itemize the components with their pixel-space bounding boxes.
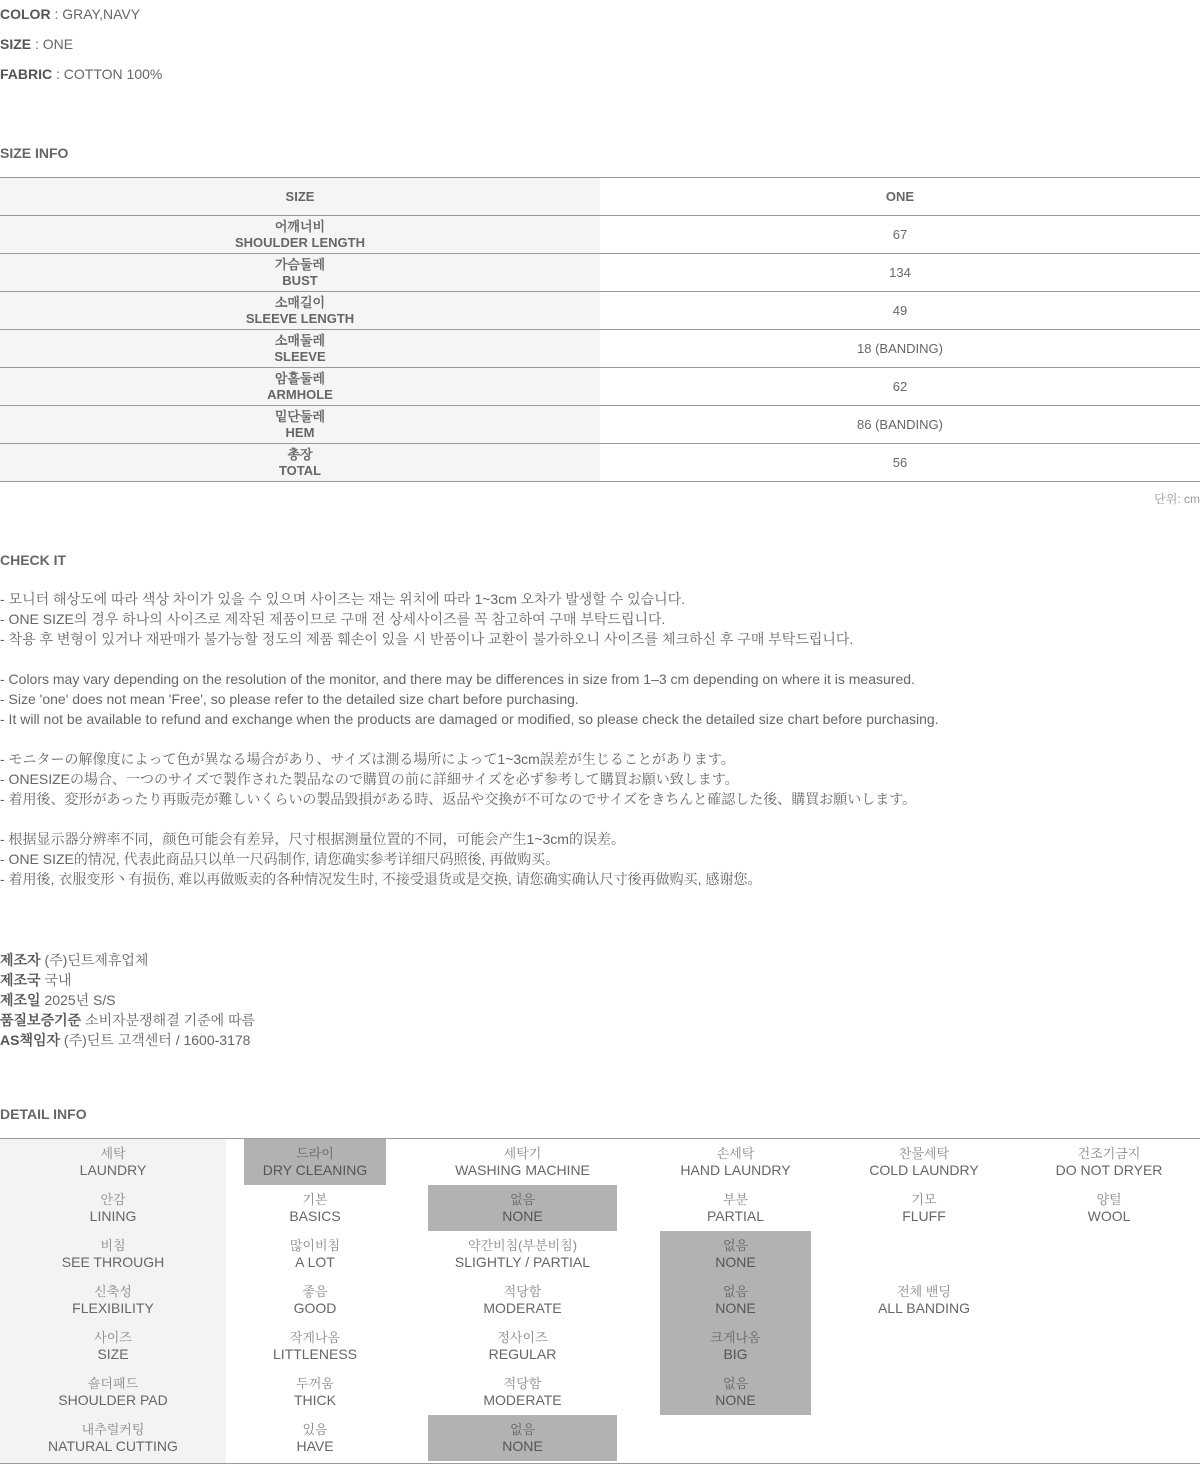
notes-chinese [0, 829, 761, 889]
spec-fabric [0, 66, 162, 82]
maker-label: 제조자 [0, 952, 41, 968]
maker-label: 제조일 [0, 992, 41, 1008]
size-row-bust [0, 254, 1200, 292]
size-row-label-en: SHOULDER LENGTH [235, 234, 365, 250]
detail-option-en: NONE [715, 1254, 756, 1270]
size-row-value: 49 [892, 303, 908, 318]
maker-value: (주)딘트 고객센터 / 1600-3178 [63, 1032, 251, 1048]
detail-option [830, 1185, 1018, 1231]
size-row-label-en: SLEEVE [274, 348, 326, 364]
note-line: - ONE SIZE의 경우 하나의 사이즈로 제작된 제품이므로 구매 전 상세사이즈를 꼭 참고하여 구매 부탁드립니다. [0, 611, 666, 627]
detail-option-ko: 기본 [302, 1192, 328, 1207]
size-row-label-ko: 소매둘레 [274, 332, 326, 348]
detail-option-en: HAND LAUNDRY [680, 1162, 791, 1178]
notes-japanese [0, 749, 916, 809]
size-row-sleeve [0, 330, 1200, 368]
size-table-header [0, 178, 1200, 216]
spec-value: : ONE [35, 36, 74, 52]
detail-row-label-en: SEE THROUGH [61, 1254, 165, 1270]
detail-row-label [0, 1323, 226, 1369]
size-row-label-ko: 가슴둘레 [274, 256, 326, 272]
detail-option [830, 1277, 1018, 1323]
note-line: - ONESIZEの場合、一つのサイズで製作された製品なので購買の前に詳細サイズを必ず参考して購買お願い致します。 [0, 771, 739, 787]
detail-option-ko: 없음 [722, 1238, 749, 1253]
note-line: - 根据显示器分辨率不同，颜色可能会有差异，尺寸根据测量位置的不同，可能会产生1~3cm的误差。 [0, 831, 625, 847]
spec-label: SIZE [0, 36, 32, 52]
detail-option [244, 1185, 386, 1231]
size-row-value: 56 [892, 455, 908, 470]
detail-option-ko: 정사이즈 [497, 1330, 548, 1345]
detail-option-en: PARTIAL [706, 1208, 765, 1224]
detail-option [660, 1369, 811, 1415]
size-row-hem [0, 406, 1200, 444]
detail-row-label-ko: 신축성 [94, 1284, 132, 1299]
size-row-value: 67 [892, 227, 908, 242]
detail-option [1018, 1185, 1200, 1231]
size-row-label [0, 216, 600, 253]
maker-value: 국내 [44, 972, 72, 988]
detail-option-ko: 세탁기 [503, 1146, 542, 1161]
detail-option-en: DO NOT DRYER [1055, 1162, 1163, 1178]
detail-option-ko: 적당함 [503, 1284, 542, 1299]
size-row-label-ko: 어깨너비 [274, 218, 326, 234]
maker-label: AS책임자 [0, 1032, 61, 1048]
size-info-title: SIZE INFO [0, 145, 69, 161]
detail-row-label-en: SHOULDER PAD [58, 1392, 168, 1408]
detail-option-ko: 두꺼움 [296, 1376, 334, 1391]
detail-option [660, 1323, 811, 1369]
maker-label: 제조국 [0, 972, 41, 988]
detail-option-en: MODERATE [483, 1300, 562, 1316]
detail-option-en: WOOL [1087, 1208, 1131, 1224]
notes-korean [0, 589, 853, 649]
note-line: - ONE SIZE的情况, 代表此商品只以单一尺码制作, 请您确实参考详细尺码照後, 再做购买。 [0, 851, 560, 867]
detail-option-en: NONE [715, 1392, 756, 1408]
size-row-value: 62 [892, 379, 908, 394]
size-row-label-ko: 소매길이 [274, 294, 326, 310]
detail-option [428, 1185, 617, 1231]
detail-option [830, 1139, 1018, 1185]
detail-info-grid [0, 1138, 1200, 1464]
detail-option [244, 1369, 386, 1415]
detail-option-ko: 없음 [509, 1192, 536, 1207]
detail-option [428, 1231, 617, 1277]
size-row-label [0, 292, 600, 329]
spec-label: COLOR [0, 6, 51, 22]
maker-row [0, 1030, 255, 1050]
detail-option-en: THICK [294, 1392, 336, 1408]
detail-option [244, 1277, 386, 1323]
detail-option-en: HAVE [296, 1438, 334, 1454]
detail-option [428, 1369, 617, 1415]
detail-option-en: WASHING MACHINE [455, 1162, 590, 1178]
detail-row-label [0, 1415, 226, 1461]
size-row-label [0, 330, 600, 367]
size-row-label-ko: 암홀둘레 [274, 370, 326, 386]
detail-option-ko: 작게나옴 [289, 1330, 341, 1345]
maker-value: (주)딘트제휴업체 [44, 952, 149, 968]
detail-option-en: GOOD [293, 1300, 337, 1316]
detail-option-en: SLIGHTLY / PARTIAL [454, 1254, 591, 1270]
maker-row [0, 950, 255, 970]
maker-row [0, 1010, 255, 1030]
size-row-label-en: TOTAL [278, 462, 322, 478]
unit-note: 단위: cm [1154, 492, 1200, 506]
spec-size [0, 36, 73, 52]
note-line: - It will not be available to refund and exchange when the products are damaged or modified, so please check the detailed size chart before purchasing. [0, 711, 939, 727]
detail-option [660, 1185, 811, 1231]
detail-info-title: DETAIL INFO [0, 1106, 87, 1122]
detail-row-label-ko: 숄더패드 [87, 1376, 139, 1391]
size-header-value: ONE [885, 189, 915, 204]
spec-label: FABRIC [0, 66, 53, 82]
detail-row-label-ko: 비침 [100, 1238, 126, 1253]
detail-option [660, 1277, 811, 1323]
note-line: - 着用後, 衣服变形丶有损伤, 难以再做贩卖的各种情况发生时, 不接受退货或是交换, 请您确实确认尺寸後再做购买, 感谢您。 [0, 871, 762, 887]
spec-value: : COTTON 100% [56, 66, 163, 82]
detail-option-ko: 적당함 [503, 1376, 542, 1391]
maker-label: 품질보증기준 [0, 1012, 82, 1028]
size-row-label [0, 254, 600, 291]
detail-option-ko: 전체 밴딩 [897, 1284, 951, 1299]
detail-option [244, 1415, 386, 1461]
detail-row-label [0, 1185, 226, 1231]
detail-option-ko: 건조기금지 [1077, 1146, 1141, 1161]
detail-row-label-en: FLEXIBILITY [72, 1300, 154, 1316]
notes-english [0, 669, 939, 729]
note-line: - 모니터 해상도에 따라 색상 차이가 있을 수 있으며 사이즈는 재는 위치에 따라 1~3cm 오차가 발생할 수 있습니다. [0, 591, 686, 607]
detail-option-ko: 양털 [1096, 1192, 1122, 1207]
detail-option-ko: 없음 [722, 1376, 749, 1391]
detail-option [428, 1277, 617, 1323]
note-line: - Colors may vary depending on the resolution of the monitor, and there may be differences in size from 1–3 cm depending on where it is measured. [0, 671, 915, 687]
detail-option-en: BASICS [289, 1208, 341, 1224]
detail-option-ko: 부분 [722, 1192, 749, 1207]
note-line: - 착용 후 변형이 있거나 재판매가 불가능할 정도의 제품 훼손이 있을 시 반품이나 교환이 불가하오니 사이즈를 체크하신 후 구매 부탁드립니다. [0, 631, 854, 647]
detail-option-en: NONE [715, 1300, 756, 1316]
detail-option-ko: 좋음 [302, 1284, 328, 1299]
detail-option-en: NONE [502, 1438, 543, 1454]
size-header-label: SIZE [0, 178, 600, 215]
size-row-label [0, 406, 600, 443]
spec-value: : GRAY,NAVY [54, 6, 141, 22]
size-row-value: 134 [889, 265, 911, 280]
detail-option-ko: 찬물세탁 [898, 1146, 950, 1161]
spec-color [0, 6, 140, 22]
note-line: - Size 'one' does not mean 'Free', so please refer to the detailed size chart before purchasing. [0, 691, 579, 707]
detail-option-en: MODERATE [483, 1392, 562, 1408]
detail-row-label-ko: 사이즈 [94, 1330, 132, 1345]
detail-option [428, 1415, 617, 1461]
size-row-shoulder [0, 216, 1200, 254]
size-row-label-en: BUST [282, 272, 318, 288]
detail-option [1018, 1139, 1200, 1185]
size-table [0, 177, 1200, 482]
detail-option [244, 1323, 386, 1369]
detail-option-en: REGULAR [488, 1346, 557, 1362]
detail-row-label [0, 1139, 226, 1185]
detail-option-en: NONE [502, 1208, 543, 1224]
maker-row [0, 970, 255, 990]
detail-option [660, 1231, 811, 1277]
check-it-title: CHECK IT [0, 552, 67, 568]
detail-option-en: FLUFF [902, 1208, 946, 1224]
detail-option-en: ALL BANDING [877, 1300, 971, 1316]
maker-value: 2025년 S/S [44, 992, 116, 1008]
detail-row-label-ko: 내추럴커팅 [81, 1422, 145, 1437]
size-row-label-en: HEM [285, 424, 315, 440]
detail-row-label-ko: 세탁 [100, 1146, 126, 1161]
detail-row-label-ko: 안감 [100, 1192, 126, 1207]
detail-option-ko: 많이비침 [289, 1238, 341, 1253]
size-row-total [0, 444, 1200, 482]
detail-option [244, 1139, 386, 1185]
size-row-label-ko: 밑단둘레 [274, 408, 326, 424]
detail-option-en: LITTLENESS [272, 1346, 358, 1362]
detail-option [428, 1323, 617, 1369]
detail-option-en: BIG [723, 1346, 748, 1362]
maker-value: 소비자분쟁해결 기준에 따름 [85, 1012, 256, 1028]
maker-info [0, 950, 255, 1050]
note-line: - 着用後、変形があったり再販売が難しいくらいの製品毀損がある時、返品や交換が不可なのでサイズをきちんと確認した後、購買お願いします。 [0, 791, 917, 807]
detail-option [428, 1139, 617, 1185]
detail-option-ko: 없음 [722, 1284, 749, 1299]
detail-option-ko: 있음 [302, 1422, 328, 1437]
detail-option-ko: 크게나옴 [710, 1330, 761, 1345]
size-row-label-ko: 총장 [287, 446, 313, 462]
maker-row [0, 990, 255, 1010]
size-row-label [0, 444, 600, 481]
detail-row-label [0, 1277, 226, 1323]
size-row-sleeve-length [0, 292, 1200, 330]
detail-row-label-en: LAUNDRY [79, 1162, 147, 1178]
detail-option-ko: 없음 [509, 1422, 536, 1437]
size-row-label-en: SLEEVE LENGTH [245, 310, 355, 326]
detail-option-ko: 드라이 [296, 1146, 334, 1161]
size-row-label-en: ARMHOLE [267, 386, 333, 402]
detail-option-ko: 손세탁 [716, 1146, 755, 1161]
detail-row-label-en: SIZE [97, 1346, 129, 1362]
detail-row-label [0, 1369, 226, 1415]
detail-option-en: COLD LAUNDRY [869, 1162, 979, 1178]
size-row-value: 86 (BANDING) [857, 417, 943, 432]
detail-option-ko: 약간비침(부분비침) [467, 1238, 578, 1253]
detail-row-label [0, 1231, 226, 1277]
detail-option-en: A LOT [295, 1254, 335, 1270]
note-line: - モニターの解像度によって色が異なる場合があり、サイズは測る場所によって1~3cm誤差が生じることがあります。 [0, 751, 735, 767]
size-row-label [0, 368, 600, 405]
detail-row-label-en: NATURAL CUTTING [48, 1438, 178, 1454]
detail-option-en: DRY CLEANING [262, 1162, 368, 1178]
size-row-armhole [0, 368, 1200, 406]
size-row-value: 18 (BANDING) [857, 341, 943, 356]
detail-option-ko: 기모 [911, 1192, 937, 1207]
detail-option [660, 1139, 811, 1185]
detail-option [244, 1231, 386, 1277]
detail-row-label-en: LINING [89, 1208, 137, 1224]
